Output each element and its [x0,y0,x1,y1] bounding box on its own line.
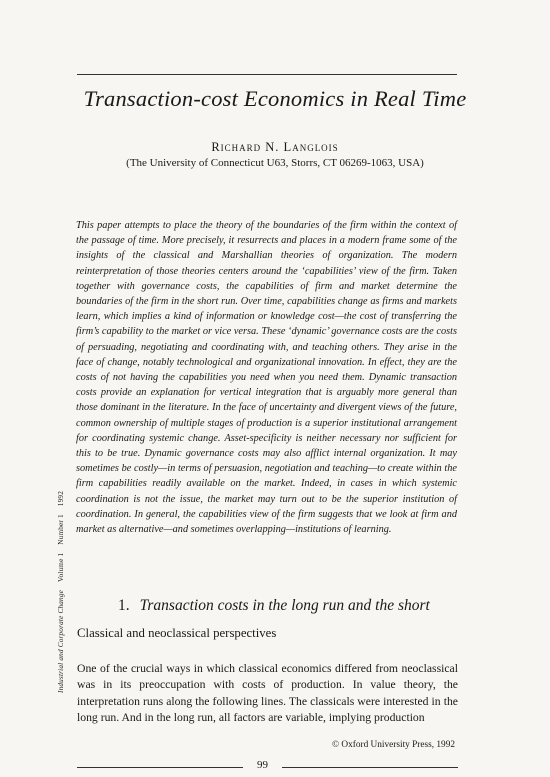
subsection-heading: Classical and neoclassical perspectives [77,626,277,640]
footer-rule-left [77,767,243,768]
section-number: 1. [118,597,130,614]
author-affiliation: (The University of Connecticut U63, Storrs, CT 06269-1063, USA) [126,157,424,169]
page-number: 99 [257,759,268,771]
copyright-notice: © Oxford University Press, 1992 [331,740,455,750]
body-paragraph: One of the crucial ways in which classical economics differed from neoclassical was in its preoccupation with costs of production. In value theory, the interpretation runs along the following lines. The classicals were interested in the long run. And in the long run, all factors are variable, implying production [77,662,458,724]
abstract: This paper attempts to place the theory of the boundaries of the firm within the context of the passage of time. More precisely, it resurrects and places in a modern frame some of the insights of the classical and Marshallian theories of organization. The modern reinterpretation of those theories centers around the ‘capabilities’ view of the firm. Taken together with governance costs, the capabilities of firm and market determine the boundaries of the firm in the short run. Over time, capabilities change as firms and markets learn, which implies a kind of information or knowledge cost—the cost of transferring the firm’s capability to the market or vice versa. These ‘dynamic’ governance costs are the costs of persuading, negotiating and coordinating with, and teaching others. They arise in the face of change, notably technological and organizational innovation. In effect, they are the costs of not having the capabilities you need when you need them. Dynamic transaction costs provide an explanation for vertical integration that is arguably more general than those dominant in the literature. In the face of uncertainty and divergent views of the future, common ownership of multiple stages of production is a superior institutional arrangement for coordinating systemic change. Asset-specificity is neither necessary nor sufficient for this to be true. Dynamic governance costs may also afflict internal organization. It may sometimes be costly—in terms of persuasion, negotiation and teaching—to create within the firm capabilities readily available on the market. Indeed, in cases in which systemic coordination is not the issue, the market may turn out to be the superior institution of coordination. In general, the capabilities view of the firm suggests that we look at firm and market as alternative—and sometimes overlapping—institutions of learning. [76,220,457,536]
journal-year: 1992 [57,491,65,507]
paper-title: Transaction-cost Economics in Real Time [83,86,467,111]
top-rule [77,74,457,75]
journal-name: Industrial and Corporate Change [57,589,65,693]
journal-volume: Volume 1 [57,552,65,582]
journal-margin-note [57,491,65,693]
author-name: Richard N. Langlois [211,140,339,154]
footer-rule-right [282,767,458,768]
section-heading [118,597,458,615]
journal-number: Number 1 [57,514,65,545]
section-title: Transaction costs in the long run and the short [139,597,430,614]
